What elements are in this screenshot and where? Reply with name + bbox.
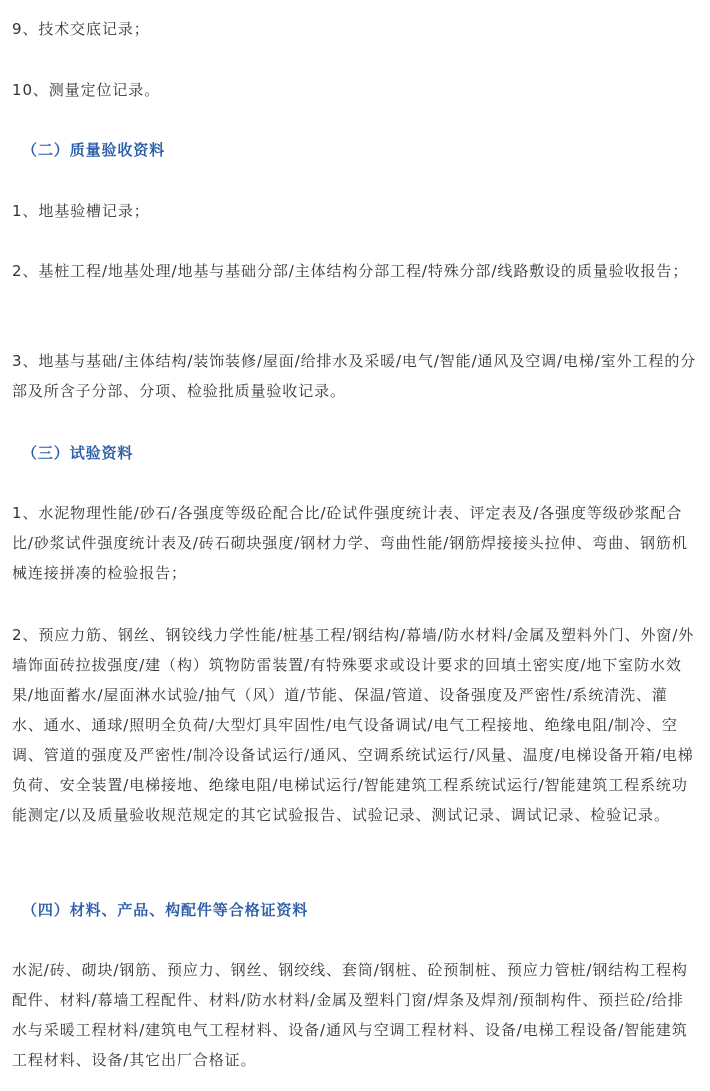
list-item-10: 10、测量定位记录。 [12, 81, 161, 99]
quality-item-3: 3、地基与基础/主体结构/装饰装修/屋面/给排水及采暖/电气/智能/通风及空调/电梯/室外工程的分部及所含子分部、分项、检验批质量验收记录。 [12, 352, 697, 400]
tests-item-1: 1、水泥物理性能/砂石/各强度等级砼配合比/砼试件强度统计表、评定表及/各强度等级砂浆配合比/砂浆试件强度统计表及/砖石砌块强度/钢材力学、弯曲性能/钢筋焊接接头拉伸、弯曲、钢筋机械连接拼凑的检验报告； [12, 504, 688, 582]
list-item-9: 9、技术交底记录； [12, 20, 150, 38]
quality-item-1: 1、地基验槽记录； [12, 202, 150, 220]
section-heading-certificates: （四）材料、产品、构配件等合格证资料 [22, 901, 309, 919]
section-heading-tests: （三）试验资料 [22, 444, 134, 462]
quality-item-2: 2、基桩工程/地基处理/地基与基础分部/主体结构分部工程/特殊分部/线路敷设的质量验收报告； [12, 262, 689, 280]
tests-item-2: 2、预应力筋、钢丝、钢铰线力学性能/桩基工程/钢结构/幕墙/防水材料/金属及塑料外门、外窗/外墙饰面砖拉拔强度/建（构）筑物防雷装置/有特殊要求或设计要求的回填土密实度/地下室防水效果/地面蓄水/屋面淋水试验/抽气（风）道/节能、保温/管道、设备强度及严密性/系统清洗、灌水、通水、通球/照明全负荷/大型灯具牢固性/电气设备调试/电气工程接地、绝缘电阻/制冷、空调、管道的强度及严密性/制冷设备试运行/通风、空调系统试运行/风量、温度/电梯设备开箱/电梯负荷、安全装置/电梯接地、绝缘电阻/电梯试运行/智能建筑工程系统试运行/智能建筑工程系统功能测定/以及质量验收规范规定的其它试验报告、试验记录、测试记录、调试记录、检验记录。 [12, 626, 695, 824]
section-heading-quality-acceptance: （二）质量验收资料 [22, 141, 166, 159]
certificates-paragraph: 水泥/砖、砌块/钢筋、预应力、钢丝、钢绞线、套筒/钢桩、砼预制桩、预应力管桩/钢结构工程构配件、材料/幕墙工程配件、材料/防水材料/金属及塑料门窗/焊条及焊剂/预制构件、预拦砼/给排水与采暖工程材料/建筑电气工程材料、设备/通风与空调工程材料、设备/电梯工程设备/智能建筑工程材料、设备/其它出厂合格证。 [12, 961, 688, 1069]
